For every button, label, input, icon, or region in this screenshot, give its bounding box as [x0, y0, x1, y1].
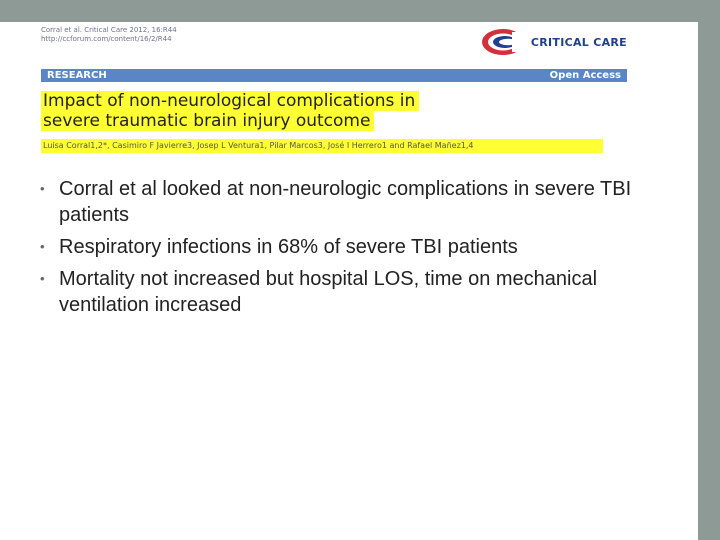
bullet-marker: • [40, 271, 45, 286]
bullet-item [40, 234, 640, 260]
access-label: Open Access [549, 70, 621, 81]
bullet-marker: • [40, 181, 45, 196]
top-frame-band [0, 0, 720, 22]
bullet-marker: • [40, 239, 45, 254]
paper-title-line-2: severe traumatic brain injury outcome [41, 111, 374, 131]
author-list: Luisa Corral1,2*, Casimiro F Javierre3, Josep L Ventura1, Pilar Marcos3, José I Herrero1 and Rafael Mañez1,4 [41, 139, 603, 153]
paper-title [41, 91, 581, 131]
bullet-text: Mortality not increased but hospital LOS, time on mechanical ventilation increased [59, 268, 598, 316]
citation-reference: Corral et al. Critical Care 2012, 16:R44 [41, 26, 177, 34]
section-label: RESEARCH [47, 70, 107, 81]
bullet-list [40, 176, 640, 324]
paper-title-line-1: Impact of non-neurological complications in [41, 91, 419, 111]
journal-logo [481, 28, 627, 56]
right-frame-strip [698, 0, 720, 540]
bullet-item [40, 266, 640, 318]
journal-logo-icon [481, 28, 525, 56]
bullet-item [40, 176, 640, 228]
bullet-text: Respiratory infections in 68% of severe TBI patients [59, 236, 518, 258]
citation-url: http://ccforum.com/content/16/2/R44 [41, 35, 172, 43]
citation-block [41, 26, 177, 44]
section-bar [41, 69, 627, 82]
journal-name: CRITICAL CARE [530, 35, 627, 49]
bullet-text: Corral et al looked at non-neurologic complications in severe TBI patients [59, 178, 632, 226]
article-header-image [31, 22, 645, 152]
